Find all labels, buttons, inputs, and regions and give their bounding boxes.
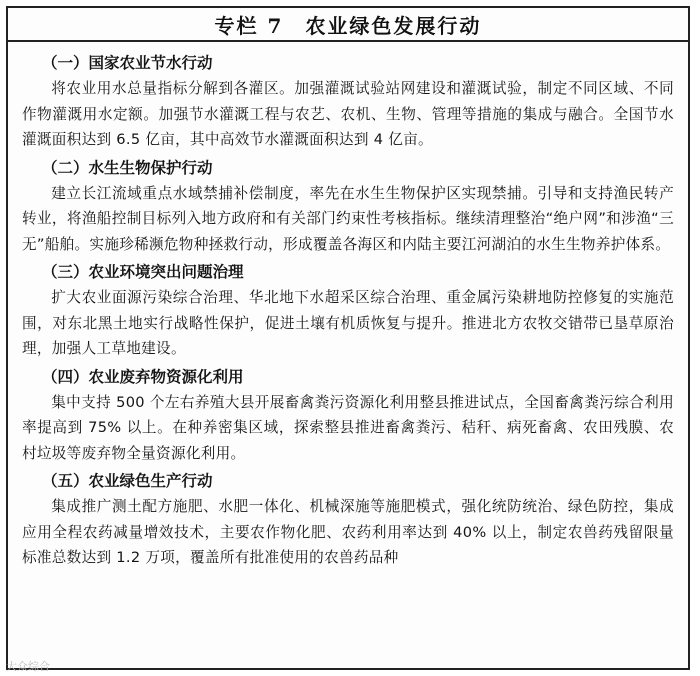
section-body-3: 扩大农业面源污染综合治理、华北地下水超采区综合治理、重金属污染耕地防控修复的实施范围，对东北黑土地实行战略性保护，促进土壤有机质恢复与提升。推进北方农牧交错带已垦草原治理，加强人工草地建设。 <box>22 289 674 357</box>
box-content <box>8 42 688 571</box>
section-heading-5: （五）农业绿色生产行动 <box>42 472 213 490</box>
column-box <box>6 6 690 670</box>
section-heading-1: （一）国家农业节水行动 <box>42 54 213 72</box>
section-heading-3: （三）农业环境突出问题治理 <box>42 263 244 281</box>
section-heading-4: （四）农业废弃物资源化利用 <box>42 367 244 386</box>
section-body-5: 集成推广测土配方施肥、水肥一体化、机械深施等施肥模式，强化统防统治、绿色防控，集成应用全程农药减量增效技术，主要农作物化肥、农药利用率达到 40% 以上，制定农兽药残留限量标准总数达到 1.2 万项，覆盖所有批准使用的农兽药品种 <box>22 498 674 566</box>
section-body-2: 建立长江流域重点水域禁捕补偿制度，率先在水生生物保护区实现禁捕。引导和支持渔民转产转业，将渔船控制目标列入地方政府和有关部门约束性考核指标。继续清理整治“绝户网”和涉渔“三无”船舶。实施珍稀濒危物种拯救行动，形成覆盖各海区和内陆主要江河湖泊的水生生物养护体系。 <box>22 184 674 253</box>
box-title-prefix: 专栏 7 <box>214 13 284 38</box>
section-body-4: 集中支持 500 个左右养殖大县开展畜禽粪污资源化利用整县推进试点，全国畜禽粪污综合利用率提高到 75% 以上。在种养密集区域，探索整县推进畜禽粪污、秸秆、病死畜禽、农田残膜、农村垃圾等废弃物全量资源化利用。 <box>22 393 674 462</box>
box-title <box>8 8 688 42</box>
box-title-main: 农业绿色发展行动 <box>305 13 482 38</box>
section-heading-2: （二）水生生物保护行动 <box>42 158 213 177</box>
section-body-1: 将农业用水总量指标分解到各灌区。加强灌溉试验站网建设和灌溉试验，制定不同区域、不同作物灌溉用水定额。加强节水灌溉工程与农艺、农机、生物、管理等措施的集成与融合。全国节水灌溉面积达到 6.5 亿亩，其中高效节水灌溉面积达到 4 亿亩。 <box>22 80 674 148</box>
watermark: 大众综合 <box>6 660 50 673</box>
